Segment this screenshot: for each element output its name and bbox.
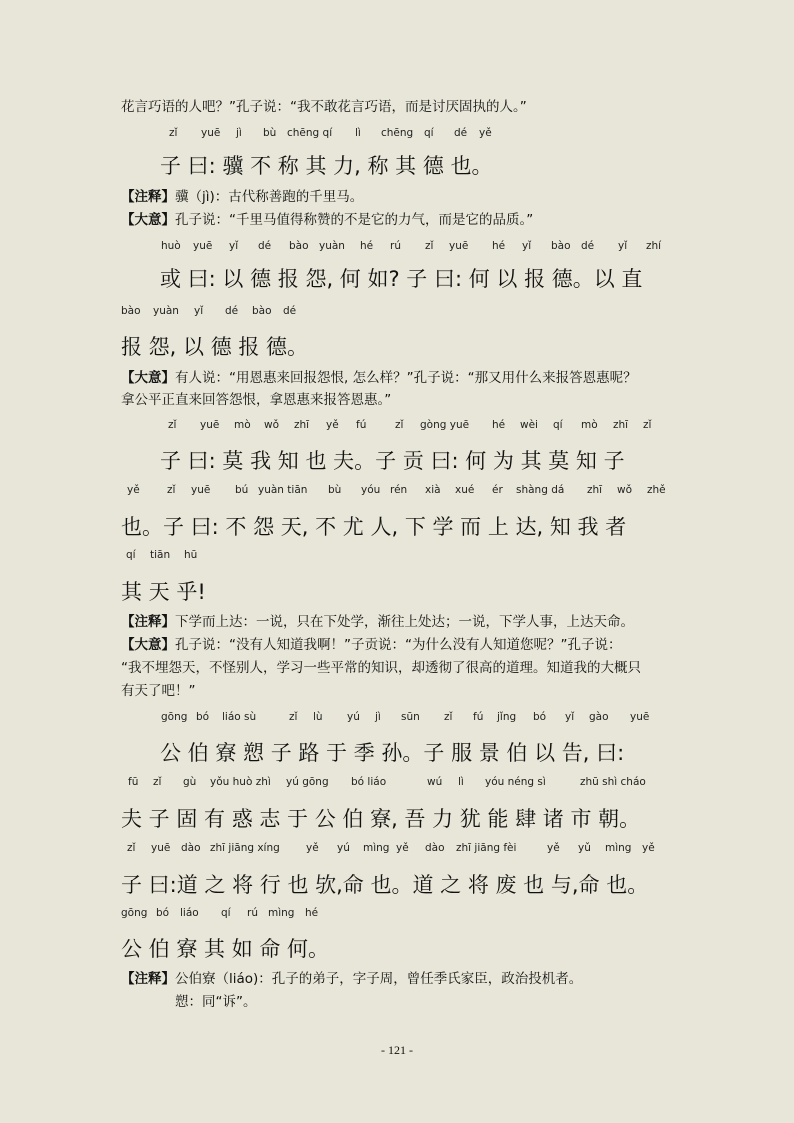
pinyin-syllable: qí (221, 907, 231, 919)
pinyin-syllable: wú (427, 776, 443, 788)
pinyin-syllable: zhě (647, 484, 666, 496)
pinyin-syllable: yě (479, 127, 492, 139)
pinyin-syllable: mò (234, 419, 251, 431)
pinyin-syllable: dé (283, 305, 297, 317)
pinyin-syllable: bó (196, 711, 210, 723)
pinyin-syllable: qí (126, 549, 136, 561)
pinyin-syllable: gōng (121, 907, 148, 919)
meaning-cont: “我不埋怨天，不怪别人，学习一些平常的知识，却透彻了很高的道理。知道我的大概只 (121, 660, 641, 676)
pinyin-syllable: yě (326, 419, 339, 431)
pinyin-syllable: yě (642, 842, 655, 854)
pinyin-syllable: zǐ (127, 842, 136, 854)
pinyin-syllable: rén (390, 484, 408, 496)
pinyin-syllable: yě (127, 484, 140, 496)
classic-text: 子 曰: 莫 我 知 也 夫。子 贡 曰: 何 为 其 莫 知 子 (160, 449, 625, 473)
pinyin-row (121, 842, 681, 856)
pinyin-syllable: bó (533, 711, 547, 723)
pinyin-syllable: xià (425, 484, 441, 496)
pinyin-syllable: xué (455, 484, 475, 496)
pinyin-syllable: yóu néng sì (485, 776, 546, 788)
pinyin-syllable: zhū shì cháo (580, 776, 646, 788)
pinyin-syllable: ér (492, 484, 503, 496)
note: 【注释】下学而上达：一说，只在下处学，渐往上处达；一说，下学人事，上达天命。 (121, 614, 634, 630)
pinyin-syllable: wèi (520, 419, 538, 431)
pinyin-syllable: hé (360, 240, 374, 252)
pinyin-syllable: yǒu huò zhì (210, 776, 271, 788)
pinyin-syllable: bó (156, 907, 170, 919)
pinyin-syllable: qí (553, 419, 563, 431)
label-tag: 【注释】 (121, 189, 175, 205)
pinyin-syllable: liáo sù (222, 711, 257, 723)
label-tag: 【注释】 (121, 614, 175, 630)
pinyin-syllable: yuē (151, 842, 171, 854)
pinyin-syllable: dé (581, 240, 595, 252)
pinyin-syllable: yuē (193, 240, 213, 252)
pinyin-syllable: mìng (605, 842, 632, 854)
pinyin-syllable: lù (313, 711, 323, 723)
pinyin-syllable: yě (547, 842, 560, 854)
pinyin-syllable: yú gōng (286, 776, 329, 788)
pinyin-syllable: chēng qí (287, 127, 333, 139)
pinyin-syllable: tiān (150, 549, 171, 561)
pinyin-syllable: zhī (587, 484, 603, 496)
pinyin-syllable: zǐ (167, 484, 176, 496)
pinyin-syllable: yuē (201, 127, 221, 139)
label-tag: 【大意】 (121, 637, 175, 653)
meaning-cont: 有天了吧！” (121, 683, 196, 699)
pinyin-syllable: zǐ (169, 127, 178, 139)
pinyin-syllable: zǐ (643, 419, 652, 431)
pinyin-syllable: wǒ (264, 419, 280, 431)
pinyin-syllable: zhí (646, 240, 662, 252)
pinyin-row (121, 711, 681, 725)
pinyin-syllable: yuàn (153, 305, 179, 317)
pinyin-syllable: hū (184, 549, 198, 561)
pinyin-syllable: liáo (180, 907, 199, 919)
pinyin-syllable: jǐng (497, 711, 517, 723)
pinyin-syllable: zǐ (444, 711, 453, 723)
pinyin-syllable: dé (258, 240, 272, 252)
classic-text: 也。子 曰: 不 怨 天, 不 尤 人, 下 学 而 上 达, 知 我 者 (121, 515, 627, 539)
pinyin-syllable: yǐ (618, 240, 628, 252)
pinyin-syllable: yuē (630, 711, 650, 723)
pinyin-syllable: bù (328, 484, 342, 496)
pinyin-syllable: fū (128, 776, 139, 788)
pinyin-syllable: fú (473, 711, 484, 723)
pinyin-row (121, 240, 681, 254)
pinyin-syllable: mìng (363, 842, 390, 854)
pinyin-syllable: yóu (361, 484, 381, 496)
intro-line: 花言巧语的人吧？”孔子说：“我不敢花言巧语，而是讨厌固执的人。” (121, 99, 527, 115)
pinyin-syllable: bào (551, 240, 571, 252)
pinyin-syllable: zǐ (425, 240, 434, 252)
pinyin-row (121, 305, 681, 319)
page-number: - 121 - (381, 1043, 413, 1057)
pinyin-syllable: zhī jiāng fèi (456, 842, 517, 854)
pinyin-syllable: lì (458, 776, 464, 788)
pinyin-syllable: fú (356, 419, 367, 431)
pinyin-syllable: shàng dá (516, 484, 565, 496)
pinyin-syllable: dào (425, 842, 445, 854)
pinyin-syllable: bào (252, 305, 272, 317)
meaning: 【大意】孔子说：“千里马值得称赞的不是它的力气，而是它的品质。” (121, 212, 534, 228)
pinyin-syllable: yǐ (522, 240, 532, 252)
pinyin-syllable: zǐ (289, 711, 298, 723)
pinyin-syllable: gù (183, 776, 197, 788)
pinyin-syllable: yě (396, 842, 409, 854)
classic-text: 公 伯 寮 愬 子 路 于 季 孙。子 服 景 伯 以 告, 曰: (160, 741, 625, 765)
classic-text: 或 曰: 以 德 报 怨, 何 如? 子 曰: 何 以 报 德。以 直 (160, 267, 643, 291)
pinyin-syllable: sūn (401, 711, 420, 723)
pinyin-syllable: yú (347, 711, 360, 723)
label-tag: 【大意】 (121, 370, 175, 386)
note: 【注释】骥（jì)：古代称善跑的千里马。 (121, 189, 364, 205)
pinyin-syllable: lì (355, 127, 361, 139)
pinyin-row (121, 776, 681, 790)
pinyin-syllable: yuàn tiān (258, 484, 308, 496)
pinyin-syllable: rú (247, 907, 258, 919)
classic-text: 夫 子 固 有 惑 志 于 公 伯 寮, 吾 力 犹 能 肆 诸 市 朝。 (121, 807, 641, 831)
pinyin-syllable: bào (121, 305, 141, 317)
pinyin-syllable: bú (235, 484, 249, 496)
pinyin-syllable: gōng (161, 711, 188, 723)
label-tag: 【大意】 (121, 212, 175, 228)
pinyin-syllable: zǐ (168, 419, 177, 431)
note-cont: 愬：同“诉”。 (175, 994, 257, 1010)
pinyin-syllable: yuē (191, 484, 211, 496)
note: 【注释】公伯寮（liáo)：孔子的弟子，字子周，曾任季氏家臣，政治投机者。 (121, 971, 583, 987)
meaning: 【大意】有人说：“用恩惠来回报怨恨, 怎么样？”孔子说：“那又用什么来报答恩惠呢？ (121, 370, 637, 386)
pinyin-syllable: yǐ (229, 240, 239, 252)
pinyin-syllable: yuàn (319, 240, 345, 252)
pinyin-syllable: gòng yuē (420, 419, 470, 431)
pinyin-syllable: mìng (268, 907, 295, 919)
pinyin-syllable: bù (263, 127, 277, 139)
pinyin-syllable: rú (390, 240, 401, 252)
pinyin-syllable: zhī (294, 419, 310, 431)
classic-text: 公 伯 寮 其 如 命 何。 (121, 937, 330, 961)
pinyin-row (121, 549, 681, 563)
pinyin-row (121, 907, 681, 921)
pinyin-syllable: yuē (449, 240, 469, 252)
pinyin-row (121, 484, 681, 498)
pinyin-syllable: zǐ (153, 776, 162, 788)
classic-text: 子 曰: 骥 不 称 其 力, 称 其 德 也。 (160, 154, 493, 178)
pinyin-row (121, 127, 681, 141)
pinyin-syllable: yǔ (578, 842, 591, 854)
pinyin-syllable: hé (492, 419, 506, 431)
pinyin-syllable: dé (454, 127, 468, 139)
pinyin-syllable: jì (375, 711, 381, 723)
pinyin-syllable: yuē (200, 419, 220, 431)
pinyin-row (121, 419, 681, 433)
pinyin-syllable: hé (305, 907, 319, 919)
pinyin-syllable: yú (337, 842, 350, 854)
label-tag: 【注释】 (121, 971, 175, 987)
pinyin-syllable: zhī jiāng xíng (210, 842, 280, 854)
pinyin-syllable: yǐ (194, 305, 204, 317)
classic-text: 报 怨, 以 德 报 德。 (121, 335, 309, 359)
pinyin-syllable: wǒ (617, 484, 633, 496)
classic-text: 其 天 乎! (121, 580, 206, 604)
pinyin-syllable: zhī (613, 419, 629, 431)
pinyin-syllable: chēng (381, 127, 414, 139)
pinyin-syllable: yǐ (565, 711, 575, 723)
pinyin-syllable: huò (161, 240, 181, 252)
pinyin-syllable: yě (306, 842, 319, 854)
meaning: 【大意】孔子说：“没有人知道我啊！”子贡说：“为什么没有人知道您呢？”孔子说： (121, 637, 622, 653)
pinyin-syllable: zǐ (395, 419, 404, 431)
pinyin-syllable: dé (225, 305, 239, 317)
pinyin-syllable: dào (181, 842, 201, 854)
pinyin-syllable: hé (492, 240, 506, 252)
classic-text: 子 曰:道 之 将 行 也 欤,命 也。道 之 将 废 也 与,命 也。 (121, 873, 649, 897)
pinyin-syllable: jì (236, 127, 242, 139)
pinyin-syllable: bào (289, 240, 309, 252)
pinyin-syllable: bó liáo (351, 776, 387, 788)
pinyin-syllable: mò (581, 419, 598, 431)
meaning-cont: 拿公平正直来回答怨恨，拿恩惠来报答恩惠。” (121, 392, 392, 408)
pinyin-syllable: gào (589, 711, 609, 723)
pinyin-syllable: qí (424, 127, 434, 139)
